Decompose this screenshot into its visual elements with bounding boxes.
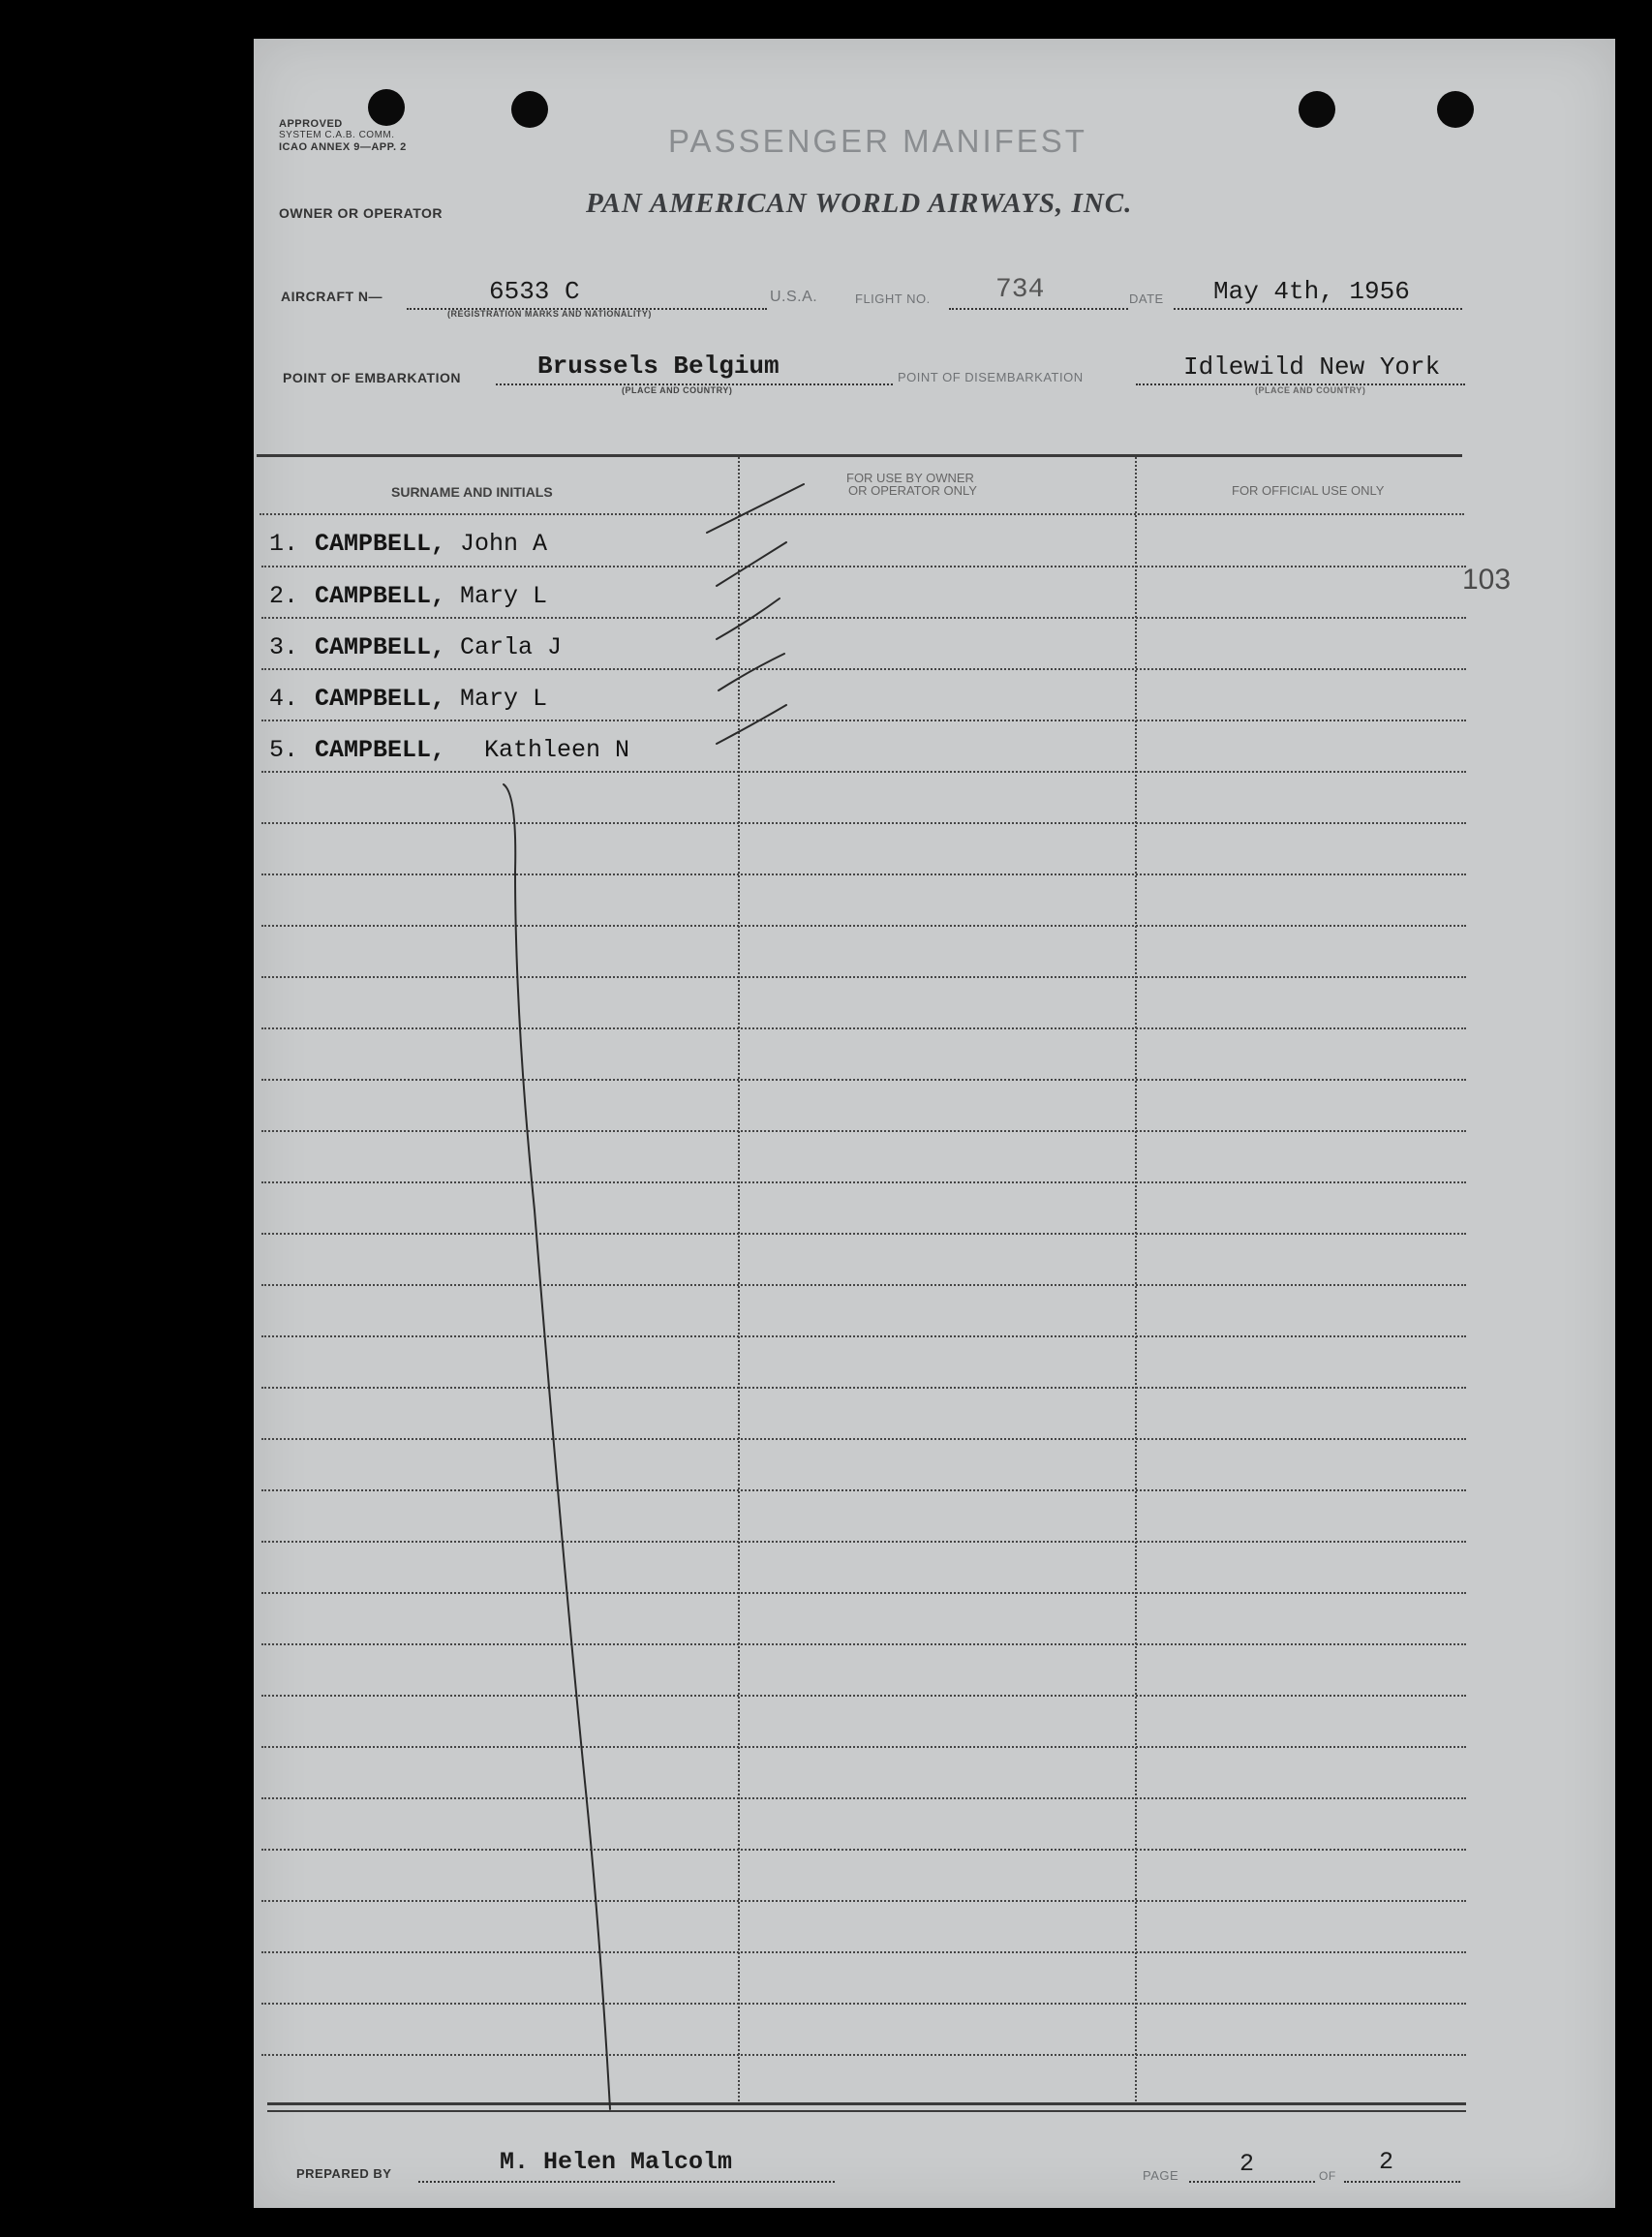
prepared-by-label: PREPARED BY <box>296 2166 392 2181</box>
passenger-surname: CAMPBELL, <box>315 633 446 661</box>
of-label: OF <box>1319 2169 1336 2183</box>
check-mark-icon <box>707 484 804 533</box>
approved-line-1: APPROVED <box>279 118 343 130</box>
approved-line-2: SYSTEM C.A.B. COMM. <box>279 130 395 140</box>
embark-value: Brussels Belgium <box>537 352 780 381</box>
aircraft-value: 6533 C <box>489 277 580 306</box>
page-value: 2 <box>1239 2150 1255 2178</box>
passenger-number: 4. <box>269 685 299 713</box>
document-title: PASSENGER MANIFEST <box>668 123 1087 159</box>
column-header-names: SURNAME AND INITIALS <box>391 484 553 500</box>
passenger-number: 5. <box>269 736 299 764</box>
flight-value: 734 <box>995 275 1045 305</box>
passenger-given-name: Mary L <box>460 582 548 610</box>
check-mark-icon <box>717 705 786 744</box>
owner-label: OWNER OR OPERATOR <box>279 205 443 221</box>
date-label: DATE <box>1129 291 1164 306</box>
passenger-given-name: Carla J <box>460 633 563 661</box>
approved-line-3: ICAO ANNEX 9—APP. 2 <box>279 141 407 153</box>
of-value: 2 <box>1379 2148 1394 2176</box>
passenger-given-name: John A <box>460 530 548 558</box>
country-label: U.S.A. <box>770 289 818 305</box>
of-underline <box>1344 2181 1460 2183</box>
disembark-label: POINT OF DISEMBARKATION <box>898 370 1084 384</box>
disembark-caption: (PLACE AND COUNTRY) <box>1255 385 1366 395</box>
ditto-stroke <box>504 784 610 2109</box>
page-label: PAGE <box>1143 2168 1179 2183</box>
column-header-owner-line-1: FOR USE BY OWNER <box>846 471 974 485</box>
disembark-value: Idlewild New York <box>1183 352 1441 382</box>
passenger-number: 1. <box>269 530 299 558</box>
official-note: 103 <box>1462 564 1512 596</box>
passenger-number: 2. <box>269 582 299 610</box>
check-mark-icon <box>719 654 784 690</box>
check-mark-icon <box>717 542 786 586</box>
passenger-number: 3. <box>269 633 299 661</box>
aircraft-label: AIRCRAFT N— <box>281 289 383 304</box>
page-underline <box>1189 2181 1315 2183</box>
passenger-surname: CAMPBELL, <box>315 582 446 610</box>
passenger-given-name: Mary L <box>460 685 548 713</box>
date-value: May 4th, 1956 <box>1213 277 1410 306</box>
prepared-by-underline <box>418 2181 835 2183</box>
column-header-official: FOR OFFICIAL USE ONLY <box>1232 483 1385 498</box>
passenger-given-name: Kathleen N <box>484 736 630 764</box>
prepared-by-value: M. Helen Malcolm <box>500 2148 733 2176</box>
passenger-surname: CAMPBELL, <box>315 685 446 713</box>
flight-label: FLIGHT NO. <box>855 291 931 306</box>
check-mark-icon <box>717 598 780 639</box>
operator-name: PAN AMERICAN WORLD AIRWAYS, INC. <box>586 188 1133 219</box>
embark-label: POINT OF EMBARKATION <box>283 370 461 385</box>
embark-caption: (PLACE AND COUNTRY) <box>622 385 733 395</box>
aircraft-caption: (REGISTRATION MARKS AND NATIONALITY) <box>447 309 652 319</box>
passenger-surname: CAMPBELL, <box>315 530 446 558</box>
column-header-owner-line-2: OR OPERATOR ONLY <box>848 483 977 498</box>
passenger-surname: CAMPBELL, <box>315 736 446 764</box>
